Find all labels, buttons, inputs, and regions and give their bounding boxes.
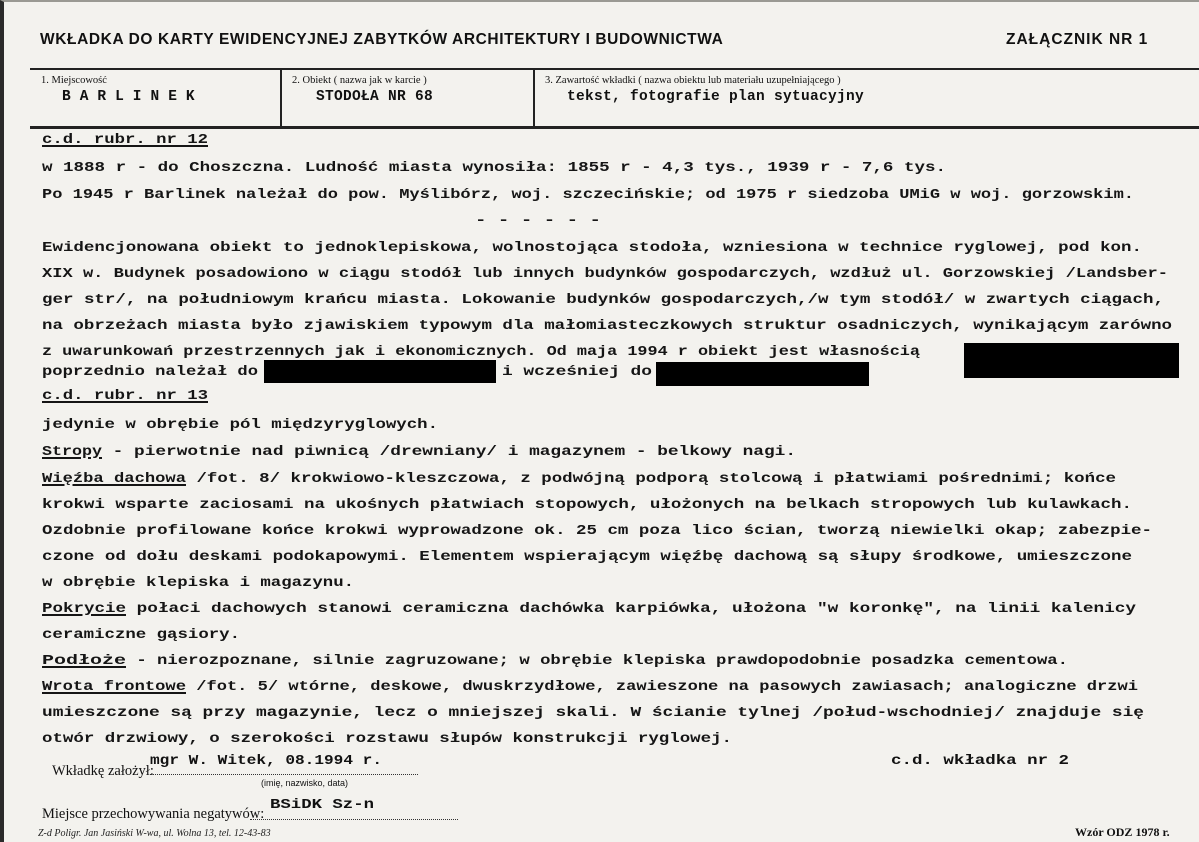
description-text	[42, 126, 1197, 766]
dotted-underline	[250, 819, 458, 820]
redaction-bar	[964, 343, 1179, 378]
form-model: Wzór ODZ 1978 r.	[1075, 825, 1170, 839]
redaction-bar	[264, 360, 496, 383]
header-top-rule	[30, 68, 1199, 70]
prepared-by-hint: (imię, nazwisko, data)	[261, 778, 349, 788]
contents-value: tekst, fotografie plan sytuacyjny	[567, 89, 865, 105]
text-line: poprzednio należał do	[42, 364, 258, 380]
text-line: Stropy - pierwotnie nad piwnicą /drewniany/ i magazynem - belkowy nagi.	[42, 444, 796, 460]
text-line: Podłoże - nierozpoznane, silnie zagruzowane; w obrębie klepiska prawdopodobnie posadzka cementowa.	[42, 653, 1068, 669]
printer-imprint: Z-d Poligr. Jan Jasiński W-wa, ul. Wolna 13, tel. 12-43-83	[38, 828, 271, 839]
text-line: Więźba dachowa /fot. 8/ krokwiowo-kleszczowa, z podwójną podporą stolcową i płatwiami pośrednimi; końce	[42, 471, 1116, 487]
text-line: jedynie w obrębie pól międzyryglowych.	[42, 417, 438, 433]
separator-dashes: - - - - - -	[475, 213, 601, 229]
negatives-location-label: Miejsce przechowywania negatywów:	[42, 806, 265, 822]
text-line: XIX w. Budynek posadowiono w ciągu stodół lub innych budynków gospodarczych, wzdłuż ul. Gorzowskiej /Landsber-	[42, 266, 1168, 282]
field-separator	[280, 69, 282, 129]
form-title: WKŁADKA DO KARTY EWIDENCYJNEJ ZABYTKÓW ARCHITEKTURY I BUDOWNICTWA	[40, 31, 724, 48]
object-label: 2. Obiekt ( nazwa jak w karcie )	[292, 75, 427, 86]
object-value: STODOŁA NR 68	[316, 89, 434, 105]
text-line: w obrębie klepiska i magazynu.	[42, 575, 354, 591]
continuation-note: c.d. wkładka nr 2	[891, 753, 1069, 769]
locality-value: BARLINEK	[62, 89, 204, 105]
text-line: Pokrycie połaci dachowych stanowi ceramiczna dachówka karpiówka, ułożona "w koronkę", na linii kalenicy	[42, 601, 1136, 617]
text-line: krokwi wsparte zaciosami na ukośnych płatwiach stopowych, ułożonych na belkach stropowych lub kulawkach.	[42, 497, 1132, 513]
section-heading: c.d. rubr. nr 13	[42, 388, 208, 404]
prepared-by-label: Wkładkę założył:	[52, 763, 154, 779]
text-line: na obrzeżach miasta było zjawiskiem typowym dla małomiasteczkowych struktur osadniczych, wynikającym zarówno	[42, 318, 1172, 334]
text-line: Ewidencjonowana obiekt to jednoklepiskowa, wolnostojąca stodoła, wzniesiona w technice ryglowej, pod kon.	[42, 240, 1142, 256]
redaction-bar	[656, 362, 869, 386]
text-line: w 1888 r - do Choszczna. Ludność miasta wynosiła: 1855 r - 4,3 tys., 1939 r - 7,6 tys.	[42, 160, 946, 176]
text-line: czone od dołu deskami podokapowymi. Elementem wspierającym więźbę dachową są słupy środkowe, umieszczone	[42, 549, 1132, 565]
locality-label: 1. Miejscowość	[41, 75, 107, 86]
text-line: umieszczone są przy magazynie, lecz o mniejszej skali. W ścianie tylnej /połud-wschodniej/ znajduje się	[42, 705, 1144, 721]
prepared-by-value: mgr W. Witek, 08.1994 r.	[150, 753, 382, 769]
dotted-underline	[150, 774, 418, 775]
text-line: Ozdobnie profilowane końce krokwi wyprowadzone ok. 25 cm poza lico ścian, tworzą niewielki okap; zabezpie-	[42, 523, 1152, 539]
text-line: ger str/, na południowym krańcu miasta. Lokowanie budynków gospodarczych,/w tym stodół/ w zwartych ciągach,	[42, 292, 1164, 308]
text-line: ceramiczne gąsiory.	[42, 627, 240, 643]
text-line: Wrota frontowe /fot. 5/ wtórne, deskowe, dwuskrzydłowe, zawieszone na pasowych zawiasach; analogiczne drzwi	[42, 679, 1138, 695]
text-line: Po 1945 r Barlinek należał do pow. Myślibórz, woj. szczecińskie; od 1975 r siedzoba UMiG w woj. gorzowskim.	[42, 187, 1134, 203]
text-line: otwór drzwiowy, o szerokości rozstawu słupów konstrukcji ryglowej.	[42, 731, 732, 747]
attachment-number: ZAŁĄCZNIK NR 1	[1006, 31, 1149, 48]
contents-label: 3. Zawartość wkładki ( nazwa obiektu lub materiału uzupełniającego )	[545, 75, 841, 86]
text-line: z uwarunkowań przestrzennych jak i ekonomicznych. Od maja 1994 r obiekt jest własnością	[42, 344, 920, 360]
text-line: i wcześniej do	[502, 364, 652, 380]
negatives-location-value: BSiDK Sz-n	[270, 797, 374, 813]
section-heading: c.d. rubr. nr 12	[42, 132, 208, 148]
field-separator	[533, 69, 535, 129]
